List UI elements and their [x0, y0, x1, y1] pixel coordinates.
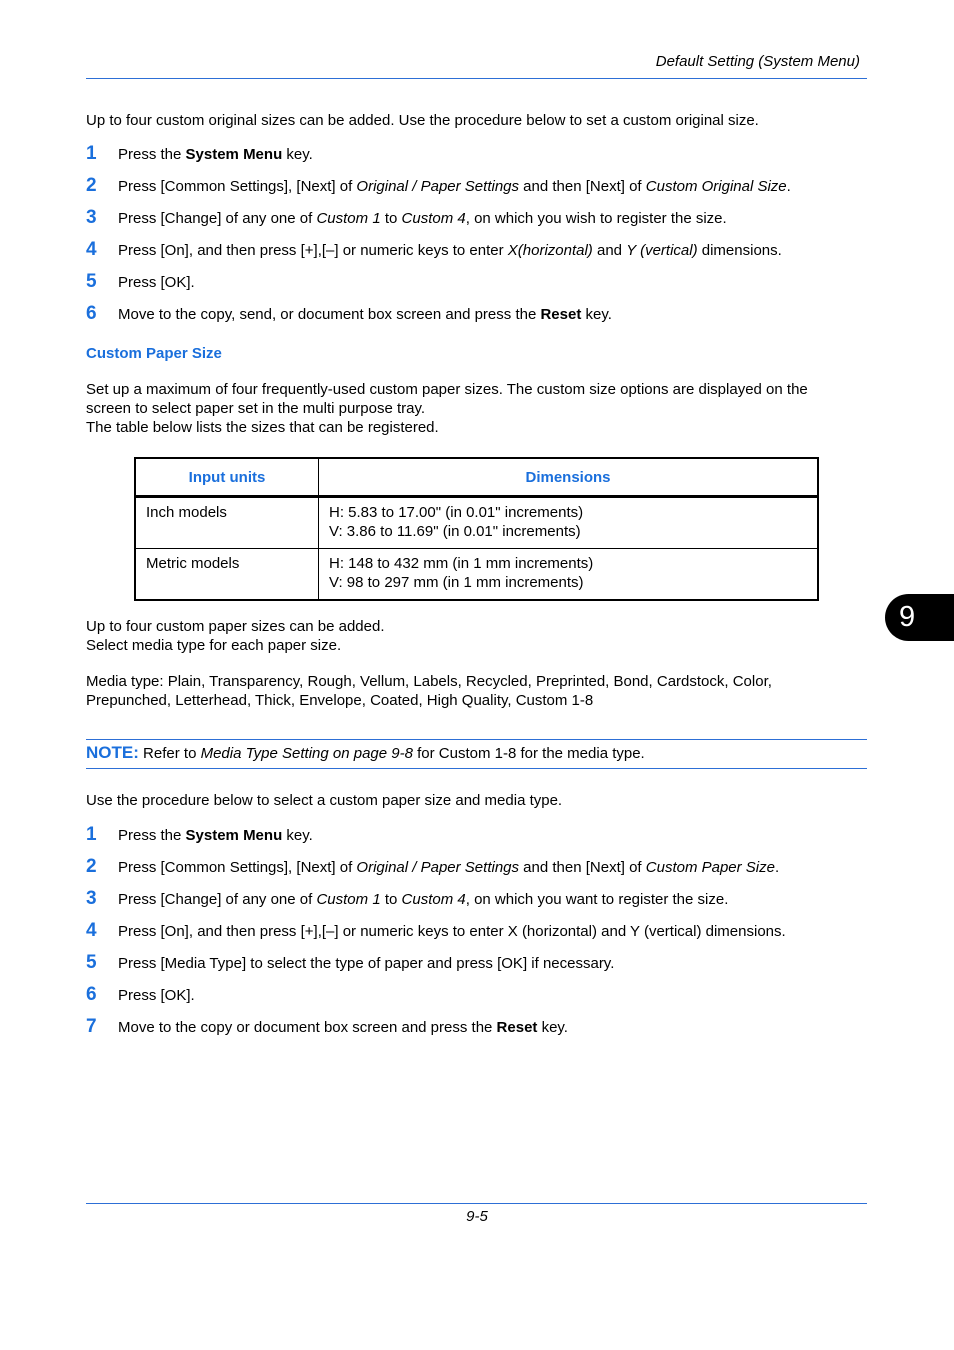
step-text	[118, 827, 313, 844]
step-text-run: Press [OK].	[118, 987, 195, 1004]
setting-name: Original / Paper Settings	[356, 178, 520, 195]
key-name: Reset	[496, 1019, 538, 1036]
step-text-run: dimensions.	[697, 242, 782, 259]
step-text	[118, 859, 779, 876]
note-top-rule	[86, 739, 867, 740]
step-text-run: to	[380, 210, 402, 227]
setting-name: Y (vertical)	[626, 242, 698, 259]
table-header-row	[135, 458, 818, 497]
step-text-run: key.	[581, 306, 612, 323]
step-text	[118, 242, 782, 259]
step-text-run: and then [Next] of	[519, 178, 646, 195]
step-text-run: key.	[282, 146, 313, 163]
key-name: System Menu	[185, 827, 283, 844]
step-text	[118, 178, 791, 195]
step-text-run: Press [On], and then press [+],[–] or numeric keys to enter	[118, 242, 508, 259]
step-text-run: Move to the copy, send, or document box screen and press the	[118, 306, 541, 323]
step-item	[86, 952, 876, 979]
step-text-run: Press [Media Type] to select the type of paper and press [OK] if necessary.	[118, 955, 615, 972]
table-cell-unit: Inch models	[135, 497, 319, 549]
step-text	[118, 306, 612, 323]
description-line: The table below lists the sizes that can be registered.	[86, 419, 439, 436]
page-number: 9-5	[466, 1208, 488, 1225]
step-text-run: to	[380, 891, 402, 908]
step-text	[118, 210, 727, 227]
step-item	[86, 1016, 876, 1043]
step-item	[86, 824, 876, 851]
step-text	[118, 274, 195, 291]
description-line: Set up a maximum of four frequently-used custom paper sizes. The custom size options are displayed on the	[86, 381, 808, 398]
step-text-run: Press the	[118, 146, 186, 163]
paragraph-line: Select media type for each paper size.	[86, 637, 342, 654]
step-text-run: and then [Next] of	[519, 859, 646, 876]
setting-name: Custom Paper Size	[645, 859, 775, 876]
step-text	[118, 1019, 568, 1036]
step-text-run: .	[786, 178, 791, 195]
setting-name: Custom Original Size	[645, 178, 787, 195]
step-text-run: Press [Change] of any one of	[118, 210, 317, 227]
step-text-run: Move to the copy or document box screen and press the	[118, 1019, 497, 1036]
footer-rule	[86, 1203, 867, 1204]
step-item	[86, 207, 876, 234]
key-name: System Menu	[185, 146, 283, 163]
header-rule	[86, 78, 867, 79]
note-text: for Custom 1-8 for the media type.	[412, 745, 645, 762]
paragraph-line: Media type: Plain, Transparency, Rough, Vellum, Labels, Recycled, Preprinted, Bond, Cardstock, Color,	[86, 673, 772, 690]
step-number: 2	[86, 175, 97, 196]
step-text	[118, 891, 728, 908]
step-text-run: Press [Common Settings], [Next] of	[118, 178, 357, 195]
step-number: 4	[86, 239, 97, 260]
step-number: 7	[86, 1016, 97, 1037]
step-number: 2	[86, 856, 97, 877]
step-item	[86, 888, 876, 915]
step-text-run: .	[775, 859, 780, 876]
dimension-v: V: 98 to 297 mm (in 1 mm increments)	[329, 574, 584, 591]
step-item	[86, 143, 876, 170]
description-line: screen to select paper set in the multi purpose tray.	[86, 400, 426, 417]
paragraph-line: Up to four custom paper sizes can be added.	[86, 618, 385, 635]
step-text	[118, 987, 195, 1004]
section-heading: Custom Paper Size	[86, 345, 222, 362]
step-item	[86, 239, 876, 266]
table-cell-unit: Metric models	[135, 549, 319, 601]
custom-size-table	[134, 457, 819, 601]
step-text-run: Press the	[118, 827, 186, 844]
table-cell-dimensions	[319, 549, 819, 601]
step-text	[118, 923, 786, 940]
setting-name: Custom 1	[316, 210, 381, 227]
dimension-h: H: 5.83 to 17.00" (in 0.01" increments)	[329, 504, 584, 521]
step-text-run: , on which you wish to register the size.	[465, 210, 727, 227]
after-table-paragraph	[86, 617, 876, 655]
step-text-run: Press [OK].	[118, 274, 195, 291]
step-item	[86, 271, 876, 298]
key-name: Reset	[540, 306, 582, 323]
step-item	[86, 303, 876, 330]
note-link[interactable]: Media Type Setting on page 9-8	[200, 745, 413, 762]
step-item	[86, 984, 876, 1011]
note-box	[86, 742, 876, 765]
step-number: 6	[86, 984, 97, 1005]
step-item	[86, 920, 876, 947]
step-text	[118, 146, 313, 163]
step-item	[86, 856, 876, 883]
note-text: Refer to	[138, 745, 201, 762]
section-description	[86, 380, 876, 437]
step-number: 1	[86, 824, 97, 845]
table-row	[135, 497, 818, 549]
table-cell-dimensions	[319, 497, 819, 549]
setting-name: Custom 1	[316, 891, 381, 908]
step-number: 4	[86, 920, 97, 941]
step-text-run: Press [On], and then press [+],[–] or numeric keys to enter X (horizontal) and Y (vertical) dimensions.	[118, 923, 786, 940]
column-header-dimensions: Dimensions	[319, 458, 819, 497]
setting-name: Custom 4	[401, 210, 466, 227]
dimension-h: H: 148 to 432 mm (in 1 mm increments)	[329, 555, 594, 572]
step-number: 3	[86, 888, 97, 909]
step-number: 3	[86, 207, 97, 228]
column-header-input-units: Input units	[135, 458, 319, 497]
step-number: 5	[86, 952, 97, 973]
step-text	[118, 955, 614, 972]
setting-name: X(horizontal)	[507, 242, 593, 259]
media-types-paragraph	[86, 672, 876, 710]
step-text-run: Press [Common Settings], [Next] of	[118, 859, 357, 876]
step-number: 1	[86, 143, 97, 164]
table-row	[135, 549, 818, 601]
step-text-run: and	[592, 242, 627, 259]
intro-paragraph: Up to four custom original sizes can be added. Use the procedure below to set a custom original size.	[86, 112, 759, 129]
step-item	[86, 175, 876, 202]
step-number: 5	[86, 271, 97, 292]
step-number: 6	[86, 303, 97, 324]
chapter-tab[interactable]: 9	[885, 594, 954, 641]
running-header: Default Setting (System Menu)	[655, 53, 860, 70]
paragraph-line: Prepunched, Letterhead, Thick, Envelope, Coated, High Quality, Custom 1-8	[86, 692, 594, 709]
step-text-run: key.	[282, 827, 313, 844]
dimension-v: V: 3.86 to 11.69" (in 0.01" increments)	[329, 523, 581, 540]
note-bottom-rule	[86, 768, 867, 769]
step-text-run: Press [Change] of any one of	[118, 891, 317, 908]
setting-name: Custom 4	[401, 891, 466, 908]
procedure-intro: Use the procedure below to select a custom paper size and media type.	[86, 792, 563, 809]
setting-name: Original / Paper Settings	[356, 859, 520, 876]
step-text-run: , on which you want to register the size.	[465, 891, 729, 908]
note-label: NOTE:	[86, 743, 139, 762]
step-text-run: key.	[537, 1019, 568, 1036]
